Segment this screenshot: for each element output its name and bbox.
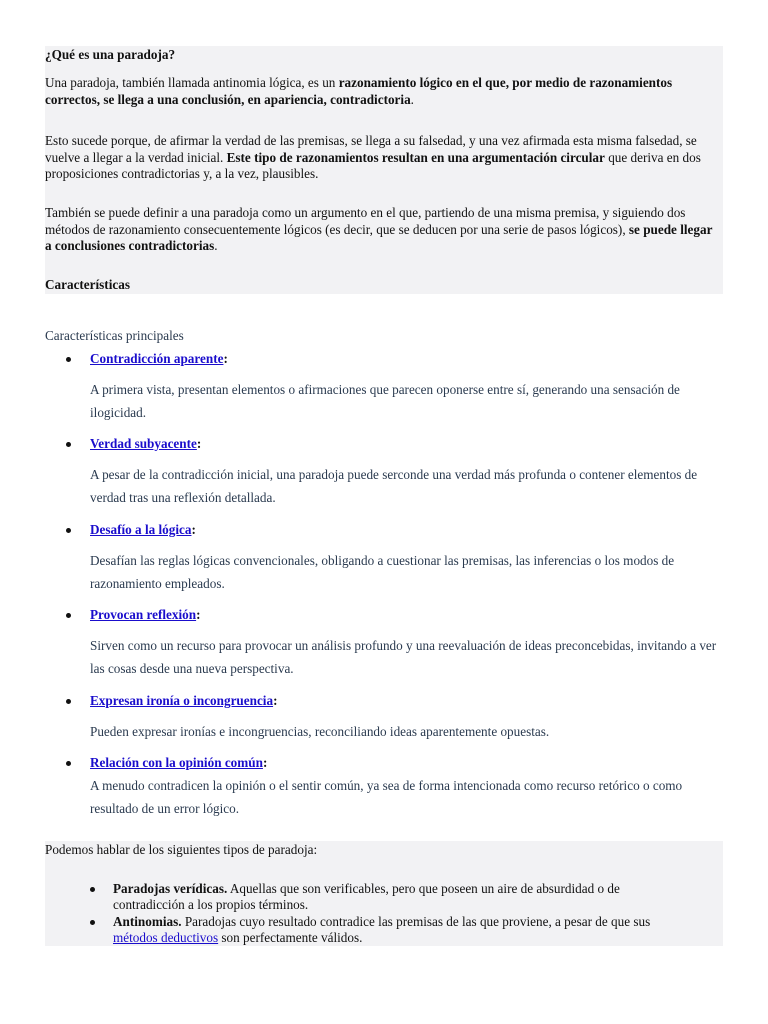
characteristic-description: A pesar de la contradicción inicial, una paradoja puede serconde una verdad más profunda o contener elementos de verdad tras una reflexión detallada.: [90, 467, 698, 505]
paragraph-alt-definition-text: También se puede definir a una paradoja como un argumento en el que, partiendo de una misma premisa, y siguiendo dos métodos de razonamiento consecuentemente lógicos (es decir, que se deducen por una serie de pasos lógicos),: [45, 205, 686, 237]
characteristic-description: Sirven como un recurso para provocar un análisis profundo y una reevaluación de ideas preconcebidas, invitando a ver las cosas desde una nueva perspectiva.: [90, 638, 717, 676]
types-intro: Podemos hablar de los siguientes tipos de paradoja:: [45, 842, 318, 857]
type-text: Paradojas cuyo resultado contradice las premisas de las que proviene, a pesar de que sus: [181, 914, 651, 929]
characteristic-title: [90, 351, 228, 367]
bullet-icon: [90, 887, 95, 892]
paragraph-definition-text: Una paradoja, también llamada antinomia lógica, es un: [45, 75, 339, 90]
title-colon: :: [223, 351, 228, 366]
characteristics-intro: Características principales: [45, 328, 184, 343]
deductive-methods-link[interactable]: métodos deductivos: [113, 930, 219, 945]
characteristic-link[interactable]: Expresan ironía o incongruencia: [90, 693, 274, 708]
type-text-tail: son perfectamente válidos.: [218, 930, 363, 945]
characteristic-link[interactable]: Provocan reflexión: [90, 607, 197, 622]
bullet-icon: [66, 442, 71, 447]
title-colon: :: [196, 436, 202, 451]
characteristic-link[interactable]: Relación con la opinión común: [90, 755, 263, 770]
characteristic-title: [90, 693, 277, 709]
paragraph-alt-definition-bold: se puede llegar a conclusiones contradictorias: [45, 221, 713, 253]
bullet-icon: [66, 357, 71, 362]
characteristic-title: [90, 522, 196, 538]
characteristic-title: [90, 607, 201, 623]
type-term: Antinomias.: [113, 914, 182, 929]
bullet-icon: [66, 528, 71, 533]
type-description: [113, 881, 673, 913]
type-term: Paradojas verídicas.: [113, 881, 228, 896]
paragraph-explanation: [45, 133, 715, 183]
bullet-icon: [66, 613, 71, 618]
paragraph-alt-definition: [45, 205, 715, 255]
characteristic-title: [90, 755, 267, 771]
characteristic-title: [90, 436, 201, 452]
characteristic-link[interactable]: Desafío a la lógica: [90, 522, 192, 537]
characteristic-description: Desafían las reglas lógicas convencionales, obligando a cuestionar las premisas, las inferencias o los modos de razonamiento empleados.: [90, 553, 675, 591]
paragraph-explanation-text: Esto sucede porque, de afirmar la verdad de las premisas, se llega a su falsedad, y una vez afirmada esta misma falsedad, se vuelve a llegar a la verdad inicial.: [45, 133, 697, 165]
type-text: Aquellas que son verificables, pero que poseen un aire de absurdidad o de contradicción a los propios términos.: [113, 881, 620, 912]
title-colon: :: [196, 607, 201, 622]
paragraph-definition-bold: razonamiento lógico en el que, por medio de razonamientos correctos, se llega a una conclusión, en apariencia, contradictoria: [45, 75, 673, 107]
article-title: ¿Qué es una paradoja?: [45, 47, 176, 62]
characteristic-description: A menudo contradicen la opinión o el sentir común, ya sea de forma intencionada como recurso retórico o como resultado de un error lógico.: [90, 778, 683, 816]
paragraph-definition-end: .: [410, 91, 414, 107]
paragraph-explanation-end: que deriva en dos proposiciones contradictorias y, a la vez, plausibles.: [45, 149, 701, 181]
characteristic-link[interactable]: Contradicción aparente: [90, 351, 224, 366]
title-colon: :: [262, 755, 268, 770]
title-colon: :: [273, 693, 278, 708]
paragraph-alt-definition-end: .: [214, 238, 218, 253]
title-colon: :: [191, 522, 196, 537]
characteristic-link[interactable]: Verdad subyacente: [90, 436, 197, 451]
characteristic-description: A primera vista, presentan elementos o afirmaciones que parecen oponerse entre sí, generando una sensación de ilogicidad.: [90, 382, 680, 420]
bullet-icon: [66, 761, 71, 766]
bullet-icon: [66, 699, 71, 704]
characteristic-description: Pueden expresar ironías e incongruencias, reconciliando ideas aparentemente opuestas.: [90, 724, 550, 739]
type-description: [113, 914, 673, 946]
bullet-icon: [90, 920, 95, 925]
paragraph-explanation-bold: Este tipo de razonamientos resultan en una argumentación circular: [226, 149, 605, 165]
paragraph-definition: [45, 75, 715, 108]
section-heading-characteristics: Características: [45, 277, 130, 292]
